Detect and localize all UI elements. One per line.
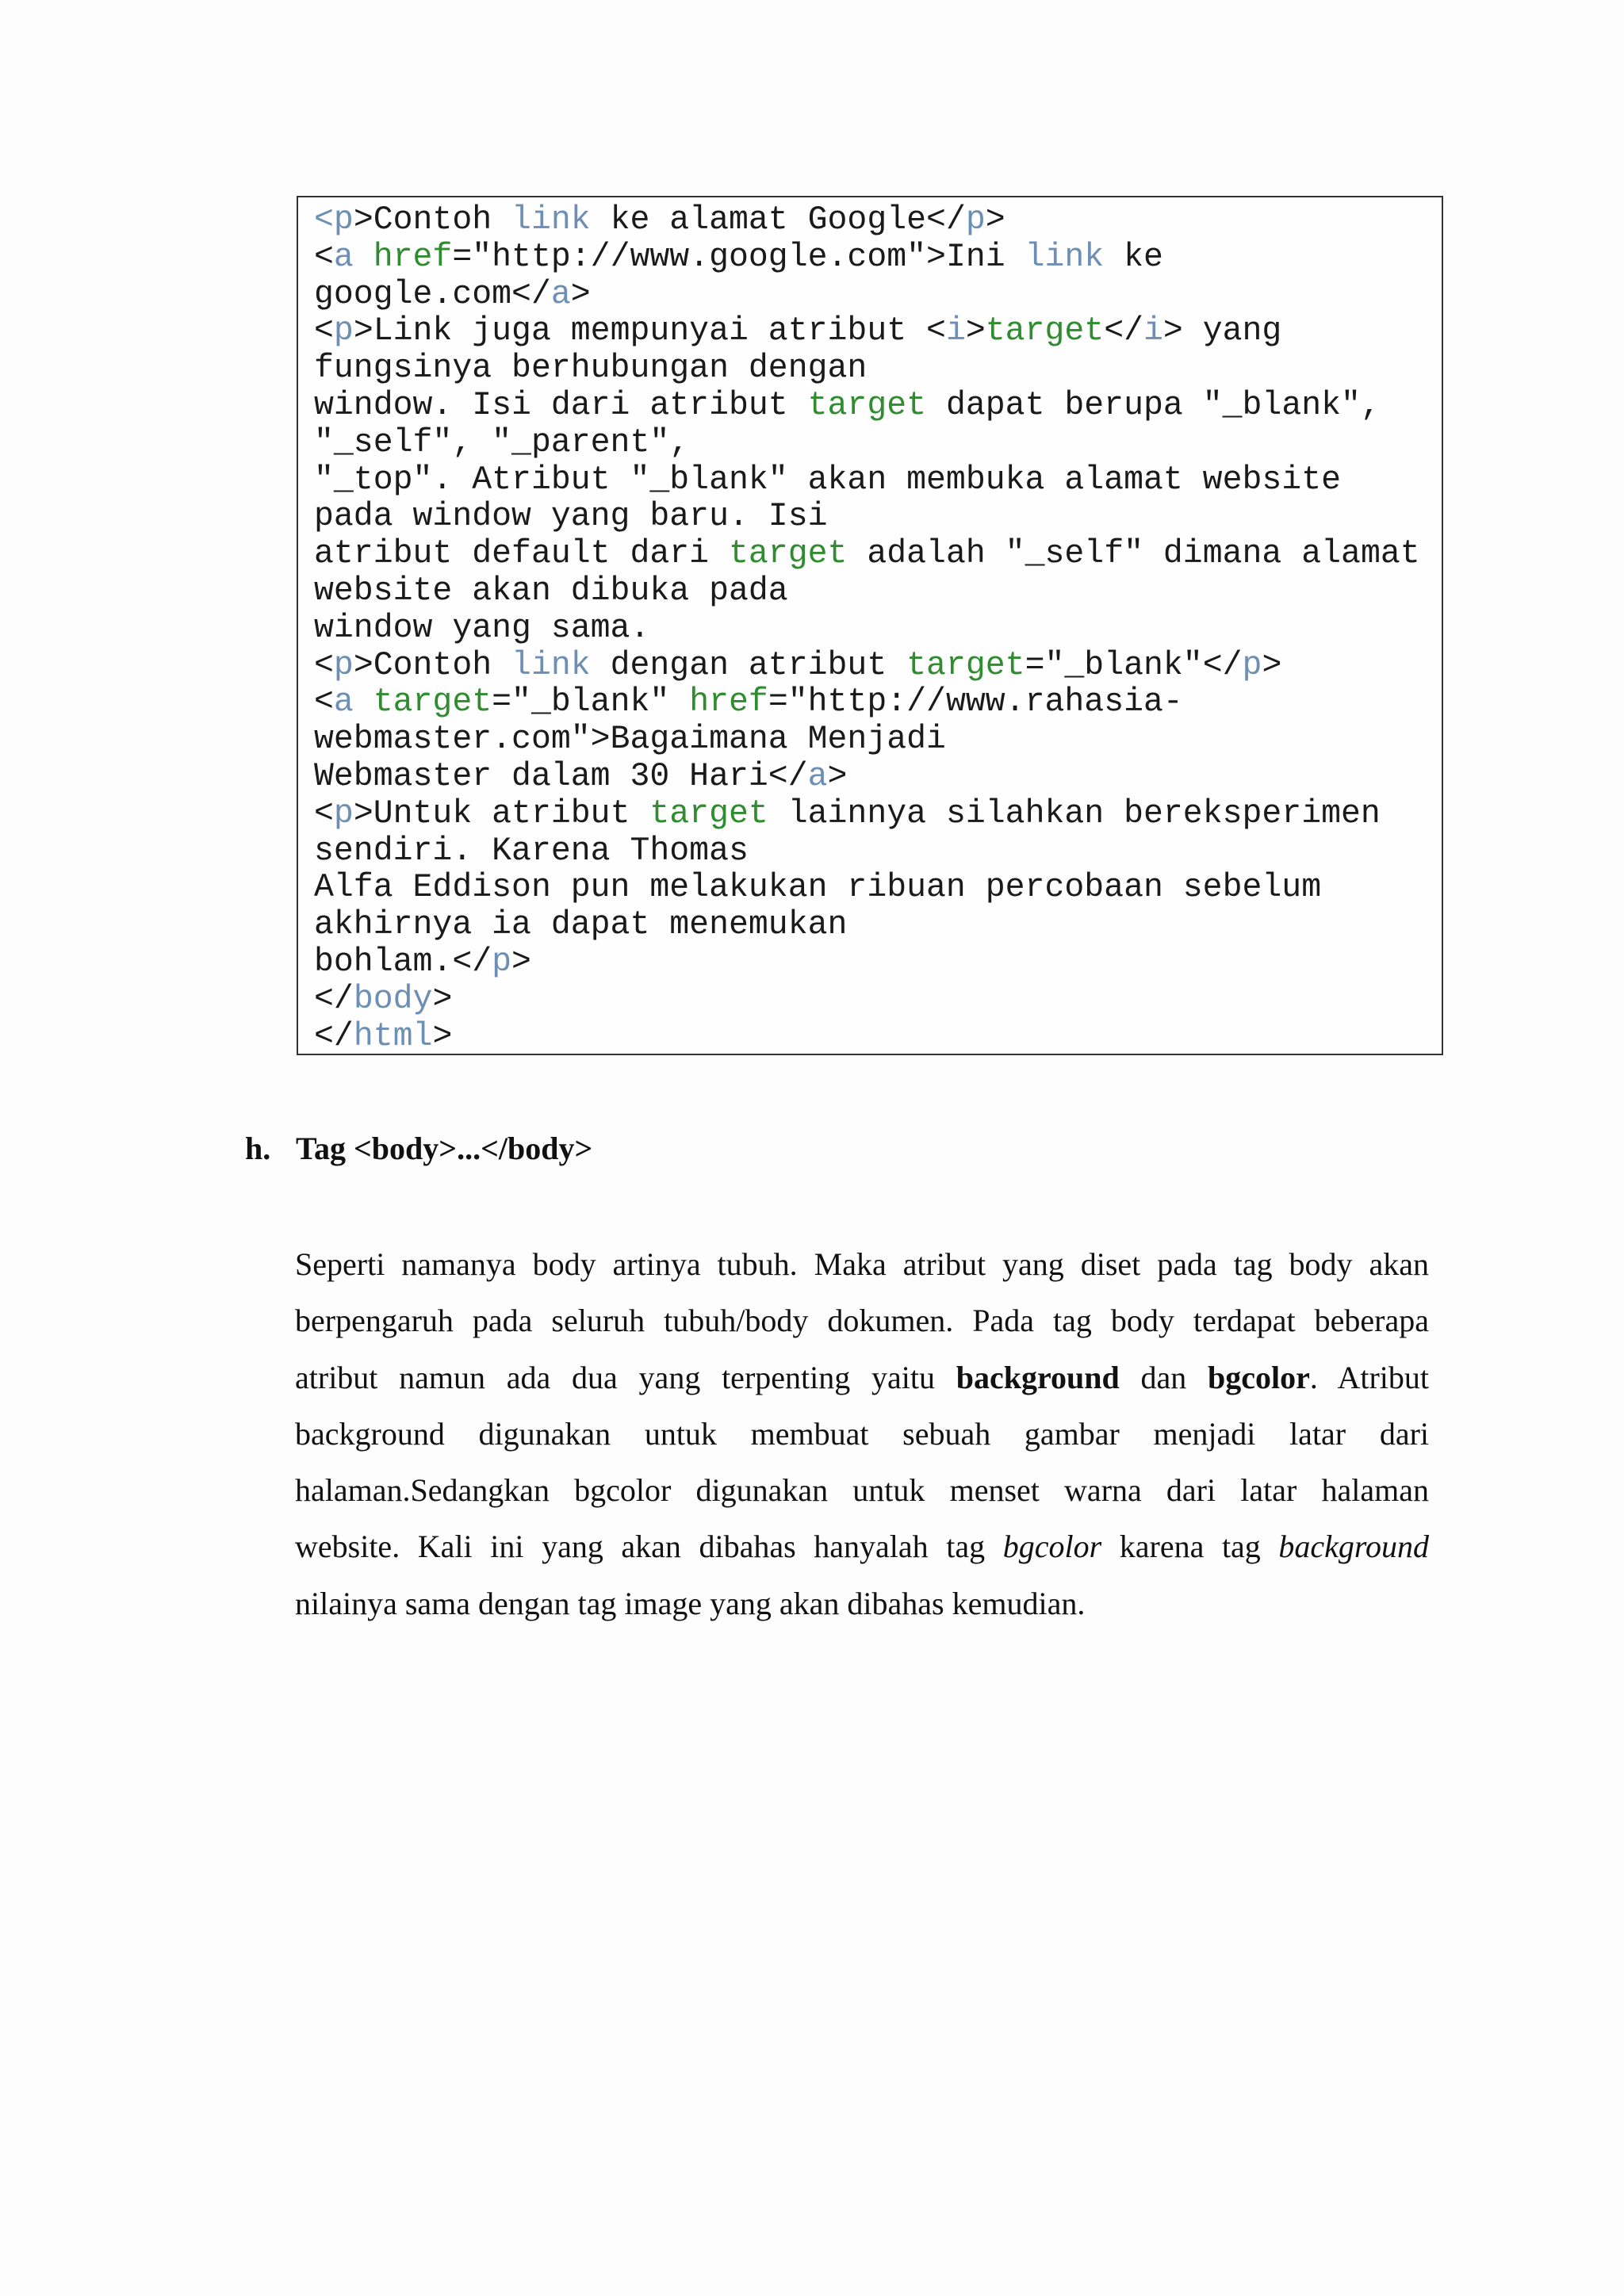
paragraph-line <box>295 1292 1429 1349</box>
code-token: >Untuk atribut <box>353 794 650 832</box>
paragraph-line <box>295 1406 1429 1462</box>
code-line <box>314 759 1426 796</box>
code-token: lainnya silahkan bereksperimen <box>768 794 1381 832</box>
code-token: < <box>314 683 334 721</box>
code-line <box>314 833 1426 871</box>
code-token: link <box>511 646 591 684</box>
code-line <box>314 648 1426 685</box>
code-token: </ <box>314 1017 354 1055</box>
text-segment: Seperti namanya body artinya tubuh. Maka atribut yang diset pada tag body akan <box>295 1246 1429 1282</box>
code-line <box>314 907 1426 944</box>
code-token: i <box>945 312 966 350</box>
code-line <box>314 944 1426 982</box>
code-line <box>314 350 1426 388</box>
code-token: p <box>333 794 354 832</box>
italic-term: bgcolor <box>1002 1529 1102 1565</box>
code-token: > yang <box>1162 312 1282 350</box>
code-token: a <box>550 275 571 313</box>
code-token: html <box>353 1017 433 1055</box>
code-token: < <box>314 238 334 276</box>
code-token <box>354 239 373 276</box>
code-token: > <box>827 757 848 795</box>
code-token: > <box>965 312 986 350</box>
section-title: Tag <body>...</body> <box>296 1131 593 1166</box>
code-line <box>314 536 1426 573</box>
paragraph-line <box>295 1462 1429 1518</box>
code-line <box>314 721 1426 759</box>
code-token: p <box>333 201 354 239</box>
code-line <box>314 388 1426 425</box>
code-token: < <box>314 646 334 684</box>
code-token: p <box>965 201 986 239</box>
code-token: target <box>649 794 768 832</box>
code-token: pada window yang baru. Isi <box>314 498 828 536</box>
code-token: window. Isi dari atribut <box>314 386 808 424</box>
code-token: link <box>1025 238 1105 276</box>
code-token: ="_blank" <box>492 683 690 721</box>
code-token: ="http://www.google.com">Ini <box>452 238 1025 276</box>
code-token: Alfa Eddison pun melakukan ribuan percobaan sebelum <box>314 869 1322 907</box>
code-token: body <box>353 980 433 1018</box>
code-token: atribut default dari <box>314 535 729 573</box>
code-token: p <box>1242 646 1262 684</box>
code-token: akhirnya ia dapat menemukan <box>314 906 848 944</box>
code-token: a <box>333 238 354 276</box>
code-line <box>314 684 1426 721</box>
code-token: target <box>807 386 927 424</box>
code-token: > <box>570 275 591 313</box>
code-token: webmaster.com">Bagaimana Menjadi <box>314 721 946 759</box>
code-token: ="_blank"</ <box>1025 646 1243 684</box>
code-token: > <box>432 1017 453 1055</box>
code-line <box>314 239 1426 277</box>
code-token: > <box>432 980 453 1018</box>
paragraph-line <box>295 1236 1429 1292</box>
code-line <box>314 313 1426 350</box>
code-token: </ <box>314 980 354 1018</box>
bold-term: bgcolor <box>1208 1359 1310 1395</box>
code-token: href <box>373 238 453 276</box>
code-token: dapat berupa "_blank", <box>926 386 1381 424</box>
code-line <box>314 499 1426 536</box>
code-token: fungsinya berhubungan dengan <box>314 350 868 388</box>
code-token: > <box>511 943 531 981</box>
code-token: > <box>985 201 1005 239</box>
italic-term: background <box>1278 1529 1429 1565</box>
paragraph-line <box>295 1518 1429 1575</box>
code-token: >Contoh <box>353 646 512 684</box>
code-line <box>314 610 1426 648</box>
text-segment: background digunakan untuk membuat sebuah gambar menjadi latar dari <box>295 1415 1429 1452</box>
text-segment: nilainya sama dengan tag image yang akan dibahas kemudian. <box>295 1585 1086 1621</box>
code-line <box>314 982 1426 1019</box>
section-number: h. <box>245 1131 271 1166</box>
code-token: < <box>314 794 334 832</box>
paragraph-line <box>295 1575 1429 1632</box>
code-token: target <box>373 683 492 721</box>
code-token: link <box>511 201 591 239</box>
code-block <box>297 196 1443 1055</box>
text-segment: karena tag <box>1101 1529 1279 1565</box>
code-token: dengan atribut <box>590 646 907 684</box>
code-line <box>314 1019 1426 1056</box>
code-line <box>314 796 1426 833</box>
text-segment: atribut namun ada dua yang terpenting yaitu <box>295 1359 956 1395</box>
paragraph-line <box>295 1349 1429 1406</box>
code-token: website akan dibuka pada <box>314 572 788 610</box>
code-token: >Contoh <box>353 201 512 239</box>
code-token: target <box>729 535 848 573</box>
text-segment: dan <box>1119 1359 1208 1395</box>
code-line <box>314 202 1426 239</box>
text-segment: berpengaruh pada seluruh tubuh/body dokumen. Pada tag body terdapat beberapa <box>295 1303 1429 1339</box>
code-token: < <box>314 201 334 239</box>
section-heading <box>245 1127 592 1171</box>
code-token: Webmaster dalam 30 Hari</ <box>314 757 808 795</box>
code-token <box>354 683 373 721</box>
code-line <box>314 573 1426 610</box>
body-paragraph <box>295 1236 1429 1632</box>
code-token: >Link juga mempunyai atribut < <box>353 312 946 350</box>
text-segment: . Atribut <box>1309 1359 1429 1395</box>
code-token: ke alamat Google</ <box>590 201 966 239</box>
code-token: < <box>314 312 334 350</box>
code-token: a <box>807 757 828 795</box>
code-token: sendiri. Karena Thomas <box>314 832 749 870</box>
code-token: target <box>985 312 1105 350</box>
code-line <box>314 277 1426 314</box>
code-token: ke <box>1104 238 1163 276</box>
code-token: ="http://www.rahasia- <box>768 683 1183 721</box>
code-token: adalah "_self" dimana alamat <box>847 535 1420 573</box>
code-token: i <box>1143 312 1163 350</box>
code-token: p <box>492 943 512 981</box>
code-token: window yang sama. <box>314 609 650 647</box>
code-token: target <box>906 646 1025 684</box>
text-segment: halaman.Sedangkan bgcolor digunakan untuk menset warna dari latar halaman <box>295 1472 1429 1509</box>
text-segment: website. Kali ini yang akan dibahas hanyalah tag <box>295 1529 1003 1565</box>
code-token: p <box>333 646 354 684</box>
code-token: "_self", "_parent", <box>314 423 690 461</box>
code-token: href <box>689 683 768 721</box>
code-line <box>314 462 1426 499</box>
code-line <box>314 425 1426 462</box>
code-token: p <box>333 312 354 350</box>
code-token: a <box>333 683 354 721</box>
bold-term: background <box>956 1359 1120 1395</box>
code-token: > <box>1262 646 1282 684</box>
code-token: bohlam.</ <box>314 943 492 981</box>
code-token: "_top". Atribut "_blank" akan membuka alamat website <box>314 461 1342 499</box>
code-token: google.com</ <box>314 275 551 313</box>
code-line <box>314 870 1426 907</box>
code-token: </ <box>1104 312 1143 350</box>
